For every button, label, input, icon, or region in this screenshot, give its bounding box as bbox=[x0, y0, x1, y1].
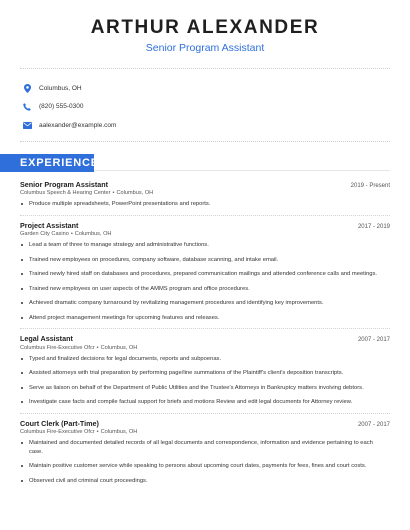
job-entry bbox=[20, 221, 390, 323]
job-title: Project Assistant bbox=[20, 220, 79, 230]
contact-phone-text: (820) 555-0300 bbox=[39, 103, 84, 111]
job-bullet: Serve as liaison on behalf of the Department of Public Utilities and the Trustee’s Attorneys in Bankruptcy matters involving debtors. bbox=[20, 384, 390, 393]
job-company-line: Columbus Speech & Hearing Center • Columbus, OH bbox=[20, 190, 154, 196]
job-dates: 2017 - 2019 bbox=[357, 223, 390, 230]
job-entry bbox=[20, 419, 390, 486]
job-bullet: Maintained and documented detailed records of all legal documents and correspondence, information and evidence pertaining to each case. bbox=[20, 439, 390, 456]
contact-divider bbox=[20, 141, 390, 142]
contact-location bbox=[22, 79, 410, 98]
job-bullet: Assisted attorneys with trial preparation by performing page/line summations of the Plaintiff’s client’s deposition transcripts. bbox=[20, 369, 390, 378]
job-location: Columbus, OH bbox=[100, 429, 138, 435]
contact-list bbox=[0, 69, 410, 141]
job-divider bbox=[20, 215, 390, 216]
job-entry bbox=[20, 334, 390, 407]
candidate-title: Senior Program Assistant bbox=[145, 42, 265, 54]
job-bullet: Typed and finalized decisions for legal documents, reports and subpoenas. bbox=[20, 355, 390, 364]
location-pin-icon bbox=[22, 83, 32, 93]
job-bullets bbox=[20, 200, 390, 209]
job-entry bbox=[20, 180, 390, 209]
job-dates: 2007 - 2017 bbox=[357, 421, 390, 428]
job-location: Columbus, OH bbox=[74, 231, 112, 237]
job-company: Columbus Fire-Executive Ofcr bbox=[20, 344, 95, 351]
job-divider bbox=[20, 328, 390, 329]
job-company-line: Columbus Fire-Executive Ofcr • Columbus, OH bbox=[20, 344, 138, 351]
job-bullets bbox=[20, 241, 390, 322]
job-bullet: Observed civil and criminal court proceedings. bbox=[20, 477, 390, 486]
job-bullet: Lead a team of three to manage strategy and administrative functions. bbox=[20, 241, 390, 250]
job-bullet: Achieved dramatic company turnaround by revitalizing management procedures and identifying key improvements. bbox=[20, 299, 390, 308]
job-company: Garden City Casino bbox=[20, 231, 69, 237]
resume-header bbox=[0, 0, 410, 55]
phone-icon bbox=[22, 102, 32, 112]
job-dates: 2019 - Present bbox=[350, 182, 390, 189]
job-divider bbox=[20, 413, 390, 414]
job-title: Legal Assistant bbox=[20, 334, 73, 343]
job-location: Columbus, OH bbox=[100, 344, 138, 351]
job-location: Columbus, OH bbox=[116, 190, 154, 196]
contact-location-text: Columbus, OH bbox=[39, 84, 82, 92]
job-bullet: Attend project management meetings for upcoming features and releases. bbox=[20, 314, 390, 323]
email-icon bbox=[22, 120, 32, 130]
contact-phone bbox=[22, 98, 410, 117]
experience-heading: EXPERIENCE bbox=[0, 154, 94, 172]
job-bullet: Produce multiple spreadsheets, PowerPoint presentations and reports. bbox=[20, 200, 390, 209]
contact-email bbox=[22, 116, 410, 135]
job-bullet: Trained new employees on user aspects of the AMMS program and office procedures. bbox=[20, 285, 390, 294]
job-company-line: Garden City Casino • Columbus, OH bbox=[20, 231, 112, 237]
job-company: Columbus Speech & Hearing Center bbox=[20, 190, 111, 196]
job-title: Senior Program Assistant bbox=[20, 179, 109, 189]
job-title: Court Clerk (Part-Time) bbox=[20, 418, 99, 428]
experience-list bbox=[0, 172, 410, 486]
job-bullet: Investigate case facts and compile factual support for briefs and motions Review and edit legal documents for Attorney review. bbox=[20, 398, 390, 407]
contact-email-text: aalexander@example.com bbox=[39, 121, 117, 129]
job-company: Columbus Fire-Executive Ofcr bbox=[20, 429, 95, 435]
job-dates: 2007 - 2017 bbox=[357, 337, 390, 343]
job-bullet: Trained newly hired staff on databases and procedures, prepared communication mailings and attended conference calls and meetings. bbox=[20, 270, 390, 279]
job-bullets bbox=[20, 355, 390, 407]
job-bullet: Maintain positive customer service while speaking to persons about upcoming court dates, payments for fees, fines and court costs. bbox=[20, 462, 390, 471]
candidate-name: ARTHUR ALEXANDER bbox=[90, 17, 320, 38]
job-bullet: Trained new employees on procedures, company software, database scanning, and intake email. bbox=[20, 256, 390, 265]
experience-heading-rule bbox=[94, 170, 390, 171]
job-company-line: Columbus Fire-Executive Ofcr • Columbus, OH bbox=[20, 429, 138, 435]
job-bullets bbox=[20, 439, 390, 485]
